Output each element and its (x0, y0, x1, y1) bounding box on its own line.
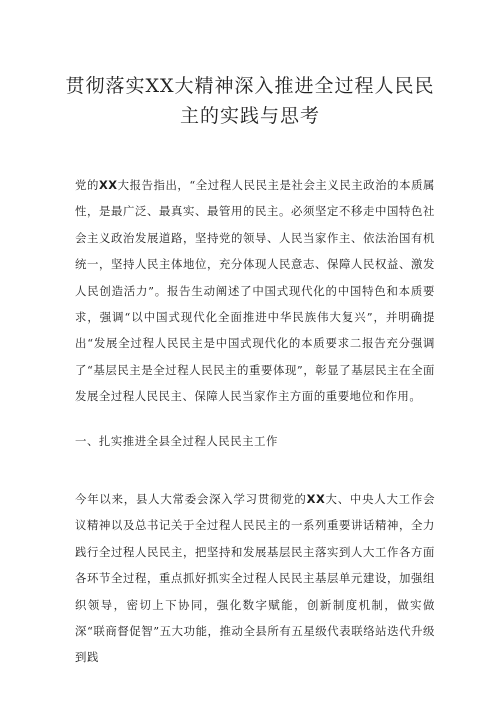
document-title-line-2: 主的实践与思考 (179, 105, 320, 127)
section-1-paragraph (75, 486, 435, 671)
intro-paragraph (75, 172, 435, 410)
section-1-heading: 一、扎实推进全县全过程人民民主工作 (75, 434, 278, 448)
section-1-body: 大、中央人大工作会议精神以及总书记关于全过程人民民主的一系列重要讲话精神，全力践行全过程人民民主，把坚持和发展基层民主落实到人大工作各方面各环节全过程，重点抓好抓实全过程人民民主基层单元建设，加强组织领导，密切上下协同，强化数字赋能，创新制度机制，做实做深“联商督促智”五大功能，推动全县所有五星级代表联络站迭代升级到践 (75, 492, 436, 665)
document-title-line-1: 贯彻落实XX大精神深入推进全过程人民民 (65, 75, 435, 97)
intro-prefix: 党的 (75, 178, 99, 192)
congress-number-placeholder: XX (306, 492, 326, 506)
intro-body: 大报告指出，“全过程人民民主是社会主义民主政治的本质属性，是最广泛、最真实、最管用的民主。必须坚定不移走中国特色社会主义政治发展道路，坚持党的领导、人民当家作主、依法治国有机统一，坚持人民主体地位，充分体现人民意志、保障人民权益、激发人民创造活力”。报告生动阐述了中国式现代化的中国特色和本质要求，强调“以中国式现代化全面推进中华民族伟大复兴”，并明确提出“发展全过程人民民主是中国式现代化的本质要求二报告充分强调了“基层民主是全过程人民民主的重要体现”，彰显了基层民主在全面发展全过程人民民主、保障人民当家作主方面的重要地位和作用。 (75, 178, 435, 404)
congress-number-placeholder: XX (98, 178, 118, 192)
section-1-prefix: 今年以来，县人大常委会深入学习贯彻党的 (75, 492, 307, 506)
